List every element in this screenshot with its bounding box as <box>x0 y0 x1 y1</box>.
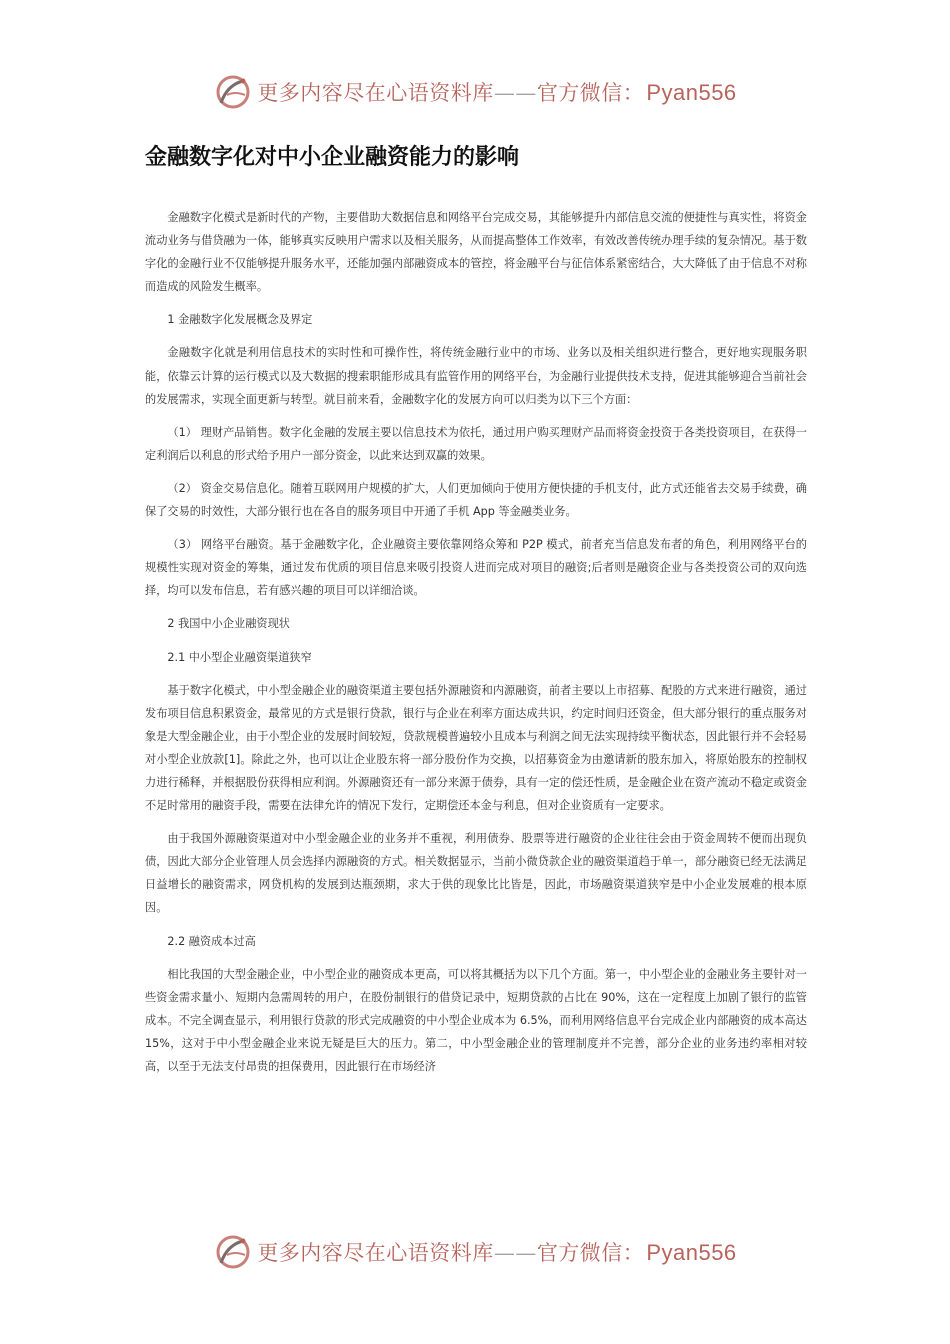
banner-dash: —— <box>493 81 537 105</box>
banner-main: 更多内容尽在心语资料库 <box>257 81 494 105</box>
page-title: 金融数字化对中小企业融资能力的影响 <box>145 145 520 170</box>
header-banner <box>0 72 950 112</box>
banner-wechat: 官方微信： <box>536 81 645 105</box>
paragraph: 金融数字化模式是新时代的产物，主要借助大数据信息和网络平台完成交易，其能够提升内部信息交流的便捷性与真实性，将资金流动业务与借贷融为一体，能够真实反映用户需求以及相关服务，从而提高整体工作效率，有效改善传统办理手续的复杂情况。基于数字化的金融行业不仅能够提升服务水平，还能加强内部融资成本的管控，将金融平台与征信体系紧密结合，大大降低了由于信息不对称而造成的风险发生概率。 <box>145 211 807 294</box>
paragraph: （1） 理财产品销售。数字化金融的发展主要以信息技术为依托，通过用户购买理财产品而将资金投资于各类投资项目，在获得一定利润后以利息的形式给予用户一部分资金，以此来达到双赢的效果。 <box>145 425 807 462</box>
section-heading: 1 金融数字化发展概念及界定 <box>167 313 313 327</box>
banner-text <box>257 1237 736 1267</box>
subsection-heading: 2.2 融资成本过高 <box>167 934 256 948</box>
paragraph: （2） 资金交易信息化。随着互联网用户规模的扩大，人们更加倾向于使用方便快捷的手机支付，此方式还能省去交易手续费，确保了交易的时效性，大部分银行也在各自的服务项目中开通了手机 App 等金融类业务。 <box>145 481 807 519</box>
paragraph: 相比我国的大型金融企业，中小型企业的融资成本更高，可以将其概括为以下几个方面。第一，中小型企业的金融业务主要针对一些资金需求量小、短期内急需周转的用户，在股份制银行的借贷记录中，短期贷款的占比在 90%，这在一定程度上加剧了银行的监管成本。不完全调查显示，利用银行贷款的形式完成融资的中小型企业成本为 6.5%，而利用网络信息平台完成企业内部融资的成本高达 15%，这对于中小型金融企业来说无疑是巨大的压力。第二，中小型金融企业的管理制度并不完善，部分企业的业务违约率相对较高，以至于无法支付昂贵的担保费用，因此银行在市场经济 <box>145 967 807 1073</box>
section-heading: 2 我国中小企业融资现状 <box>167 617 290 631</box>
subsection-heading: 2.1 中小型企业融资渠道狭窄 <box>167 650 312 664</box>
document-body <box>145 206 807 1088</box>
banner-text <box>257 77 736 107</box>
brand-logo-icon <box>213 73 253 111</box>
paragraph: 由于我国外源融资渠道对中小型金融企业的业务并不重视，利用债券、股票等进行融资的企业往往会由于资金周转不便而出现负债，因此大部分企业管理人员会选择内源融资的方式。相关数据显示，当前小微贷款企业的融资渠道趋于单一，部分融资已经无法满足日益增长的融资需求，网贷机构的发展到达瓶颈期，求大于供的现象比比皆是，因此，市场融资渠道狭窄是中小企业发展难的根本原因。 <box>145 832 807 915</box>
banner-wechat: 官方微信： <box>536 1241 645 1265</box>
brand-logo-icon <box>213 1233 253 1271</box>
paragraph: 金融数字化就是利用信息技术的实时性和可操作性，将传统金融行业中的市场、业务以及相关组织进行整合，更好地实现服务职能，依靠云计算的运行模式以及大数据的搜索职能形成具有监管作用的网络平台，为金融行业提供技术支持，促进其能够迎合当前社会的发展需求，实现全面更新与转型。就目前来看，金融数字化的发展方向可以归类为以下三个方面： <box>145 346 807 406</box>
banner-id: Pyan556 <box>646 1240 737 1265</box>
paragraph: （3） 网络平台融资。基于金融数字化，企业融资主要依靠网络众筹和 P2P 模式，前者充当信息发布者的角色，利用网络平台的规模性实现对资金的筹集，通过发布优质的项目信息来吸引投资人进而完成对项目的融资;后者则是融资企业与各类投资公司的双向选择，均可以发布信息，若有感兴趣的项目可以详细洽谈。 <box>145 538 807 598</box>
banner-dash: —— <box>493 1241 537 1265</box>
banner-main: 更多内容尽在心语资料库 <box>257 1241 494 1265</box>
paragraph: 基于数字化模式，中小型金融企业的融资渠道主要包括外源融资和内源融资，前者主要以上市招募、配股的方式来进行融资，通过发布项目信息积累资金，最常见的方式是银行贷款，银行与企业在利率方面达成共识，约定时间归还资金，但大部分银行的重点服务对象是大型金融企业，由于小型企业的发展时间较短，贷款规模普遍较小且成本与利润之间无法实现持续平衡状态，因此银行并不会轻易对小型企业放款[1]。除此之外，也可以让企业股东将一部分股份作为交换，以招募资金为由邀请新的股东加入，将原始股东的控制权力进行稀释，并根据股份获得相应利润。外源融资还有一部分来源于债券，具有一定的偿还性质，是金融企业在资产流动不稳定或资金不足时常用的融资手段，需要在法律允许的情况下发行，定期偿还本金与利息，但对企业资质有一定要求。 <box>145 683 807 813</box>
footer-banner <box>0 1232 950 1272</box>
banner-id: Pyan556 <box>646 80 737 105</box>
